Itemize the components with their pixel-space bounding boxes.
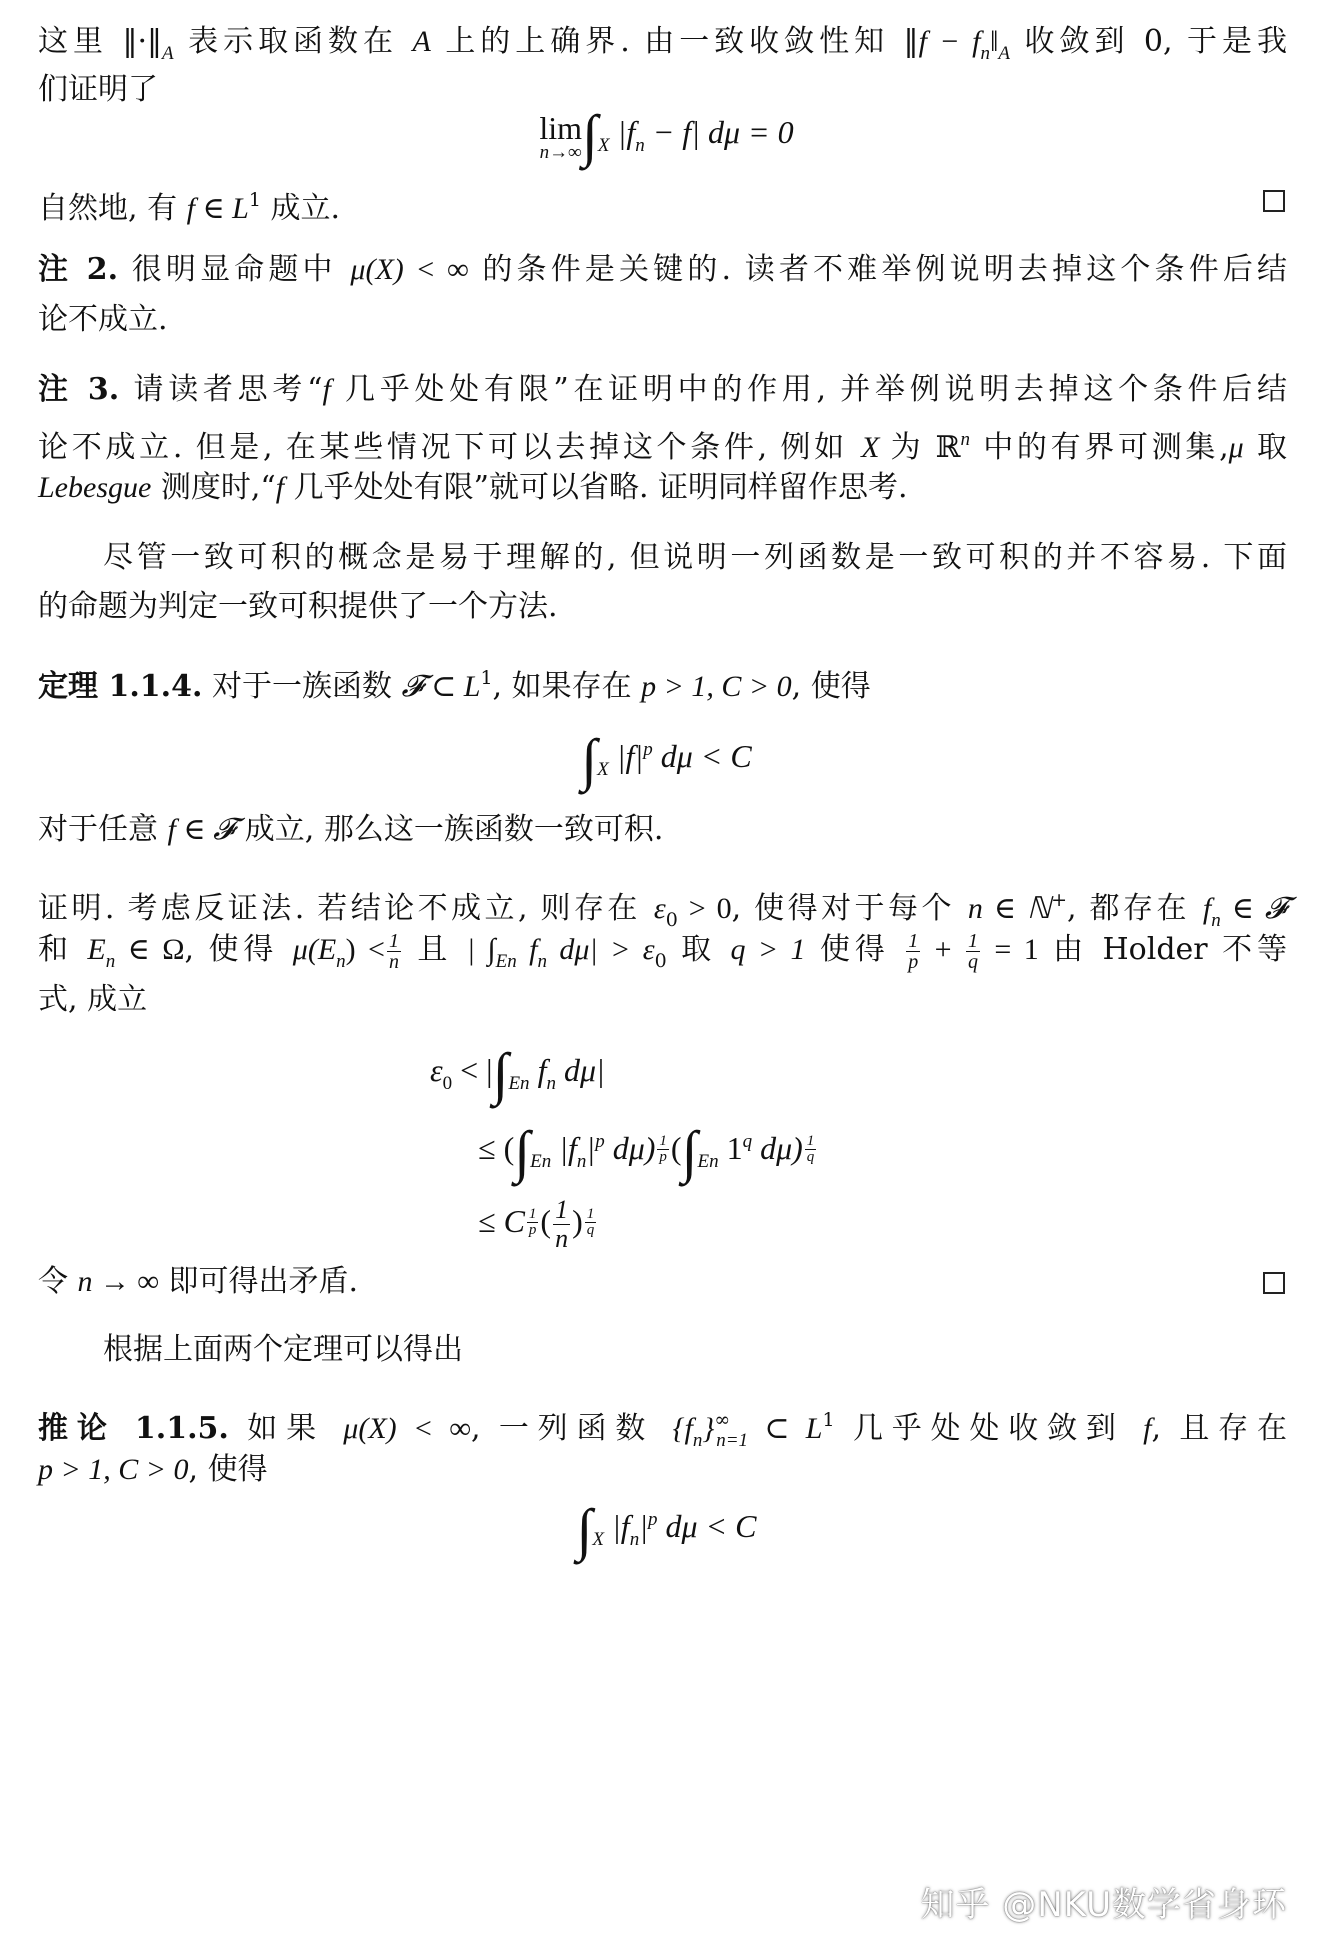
note-3-line3: Lebesgue 测度时,“f 几乎处处有限”就可以省略. 证明同样留作思考. (38, 470, 908, 505)
exponent-fraction: $\frac{1}{q}$ (586, 1205, 595, 1238)
note-2: 注 2. 很明显命题中 μ(X) < ∞ 的条件是关键的. 读者不难举例说明去掉这个条件后结 (38, 252, 1288, 287)
paragraph-transition: 根据上面两个定理可以得出 (103, 1332, 463, 1367)
paragraph-uniform-integrability: 尽管一致可积的概念是易于理解的, 但说明一列函数是一致可积的并不容易. 下面 (103, 540, 1287, 575)
math-expression: f − f (918, 25, 981, 58)
note-2-line2: 论不成立. (38, 302, 168, 337)
integral-sign: ∫ (576, 1497, 593, 1562)
proof-line1: 证明. 考虑反证法. 若结论不成立, 则存在 $\varepsilon_0 > 0$, 使得对于每个 n ∈ ℕ+, 都存在 $f_n$ ∈ 𝓕 (38, 889, 1288, 931)
corollary-1-1-5: 推论 1.1.5. 如果 μ(X) < ∞, 一列函数 $\{f_n\}^\infty_{n=1}$ ⊂ $L^1$ 几乎处处收敛到 f, 且存在 (38, 1409, 1288, 1451)
integral-sign: ∫ (581, 727, 598, 792)
paragraph-sup-norm-line2: 们证明了 (38, 72, 158, 107)
inequality-row-2: ≤ ($\int_{En}$ $|f_n|^p$ dμ) $\frac{1}{p}$ ($\int_{En}$ 1$^q$ dμ) $\frac{1}{q}$ (478, 1119, 815, 1184)
inequality-row-3: ≤ C $\frac{1}{p}$ ( $\frac{1}{n}$ ) $\frac{1}{q}$ (478, 1195, 595, 1253)
display-equation-limit: lim n→∞ $\int_X$ $|f_n - f|$ dμ = 0 (539, 103, 794, 168)
integral-sign: ∫ (492, 1041, 509, 1106)
display-equation-bound: $\int_X$ $|f|^p$ dμ < C (581, 727, 752, 792)
qed-square (1263, 1272, 1285, 1294)
fraction: $\frac{1}{n}$ (555, 1195, 569, 1253)
text: 收敛到 0, 于是我 (1009, 24, 1288, 59)
theorem-statement-end: 对于任意 f ∈ 𝓕 成立, 那么这一族函数一致可积. (38, 812, 664, 847)
subscript: A (998, 43, 1010, 64)
exponent-fraction: $\frac{1}{q}$ (806, 1133, 815, 1165)
note-label: 注 2. (38, 252, 119, 287)
note-3: 注 3. 请读者思考“f 几乎处处有限”在证明中的作用, 并举例说明去掉这个条件后结 (38, 372, 1287, 407)
subscript: A (162, 43, 174, 64)
corollary-label: 推论 1.1.5. (38, 1411, 229, 1446)
proof-line3: 式, 成立 (38, 982, 148, 1017)
math-symbol: ‖ (989, 25, 999, 58)
note-label: 注 3. (38, 372, 120, 407)
math-symbol: A (412, 25, 431, 58)
proof-line2: 和 $E_n$ ∈ Ω, 使得 $\mu(E_n)$ < $\frac{1}{n}$ 且 | $\int_{En}$ $f_n$ $d\mu| > \varepsilon_0$ 取 q > 1 使得 $\frac{1}{p}$ + $\frac{1}{q}$ = 1 由 Holder 不等 (38, 929, 1287, 973)
display-equation-corollary: $\int_X$ $|f_n|^p$ dμ < C (576, 1497, 757, 1562)
integral-sign: ∫ (681, 1119, 698, 1184)
exponent-fraction: $\frac{1}{p}$ (528, 1205, 537, 1238)
fraction: $\frac{1}{n}$ (388, 929, 399, 973)
inequality-row-1: $\varepsilon_0 < |\int_{En}$ $f_n$ dμ| (430, 1041, 605, 1106)
text: 这里 ‖·‖ (38, 24, 162, 59)
paragraph-uniform-integrability-line2: 的命题为判定一致可积提供了一个方法. (38, 589, 558, 624)
proof-conclusion: 令 n → ∞ 即可得出矛盾. (38, 1264, 359, 1299)
fraction: $\frac{1}{q}$ (967, 929, 978, 973)
qed-square (1263, 190, 1285, 212)
paragraph-conclusion: 自然地, 有 f ∈ $L^1$ 成立. (38, 189, 341, 226)
watermark-text: 知乎 @NKU数学省身环 (920, 1885, 1287, 1925)
paragraph-sup-norm (38, 22, 1287, 74)
integral-sign: ∫ (514, 1119, 531, 1184)
fraction: $\frac{1}{p}$ (908, 929, 919, 973)
integral-sign: ∫ (582, 103, 598, 168)
exponent-fraction: $\frac{1}{p}$ (659, 1133, 667, 1165)
integral-domain: X (597, 135, 610, 156)
note-3-line2: 论不成立. 但是, 在某些情况下可以去掉这个条件, 例如 X 为 ℝ$^n$ 中的有界可测集,μ 取 (38, 429, 1287, 465)
text: 上的上确界. 由一致收敛性知 ‖ (430, 24, 919, 59)
theorem-1-1-4: 定理 1.1.4. 对于一族函数 𝓕 ⊂ $L^1$, 如果存在 p > 1, C > 0, 使得 (38, 667, 871, 704)
subscript: n (980, 43, 990, 64)
theorem-label: 定理 1.1.4. (38, 669, 203, 704)
limit-operator: lim n→∞ (539, 110, 583, 163)
text: 表示取函数在 (173, 24, 413, 59)
corollary-line2: p > 1, C > 0, 使得 (38, 1452, 268, 1487)
